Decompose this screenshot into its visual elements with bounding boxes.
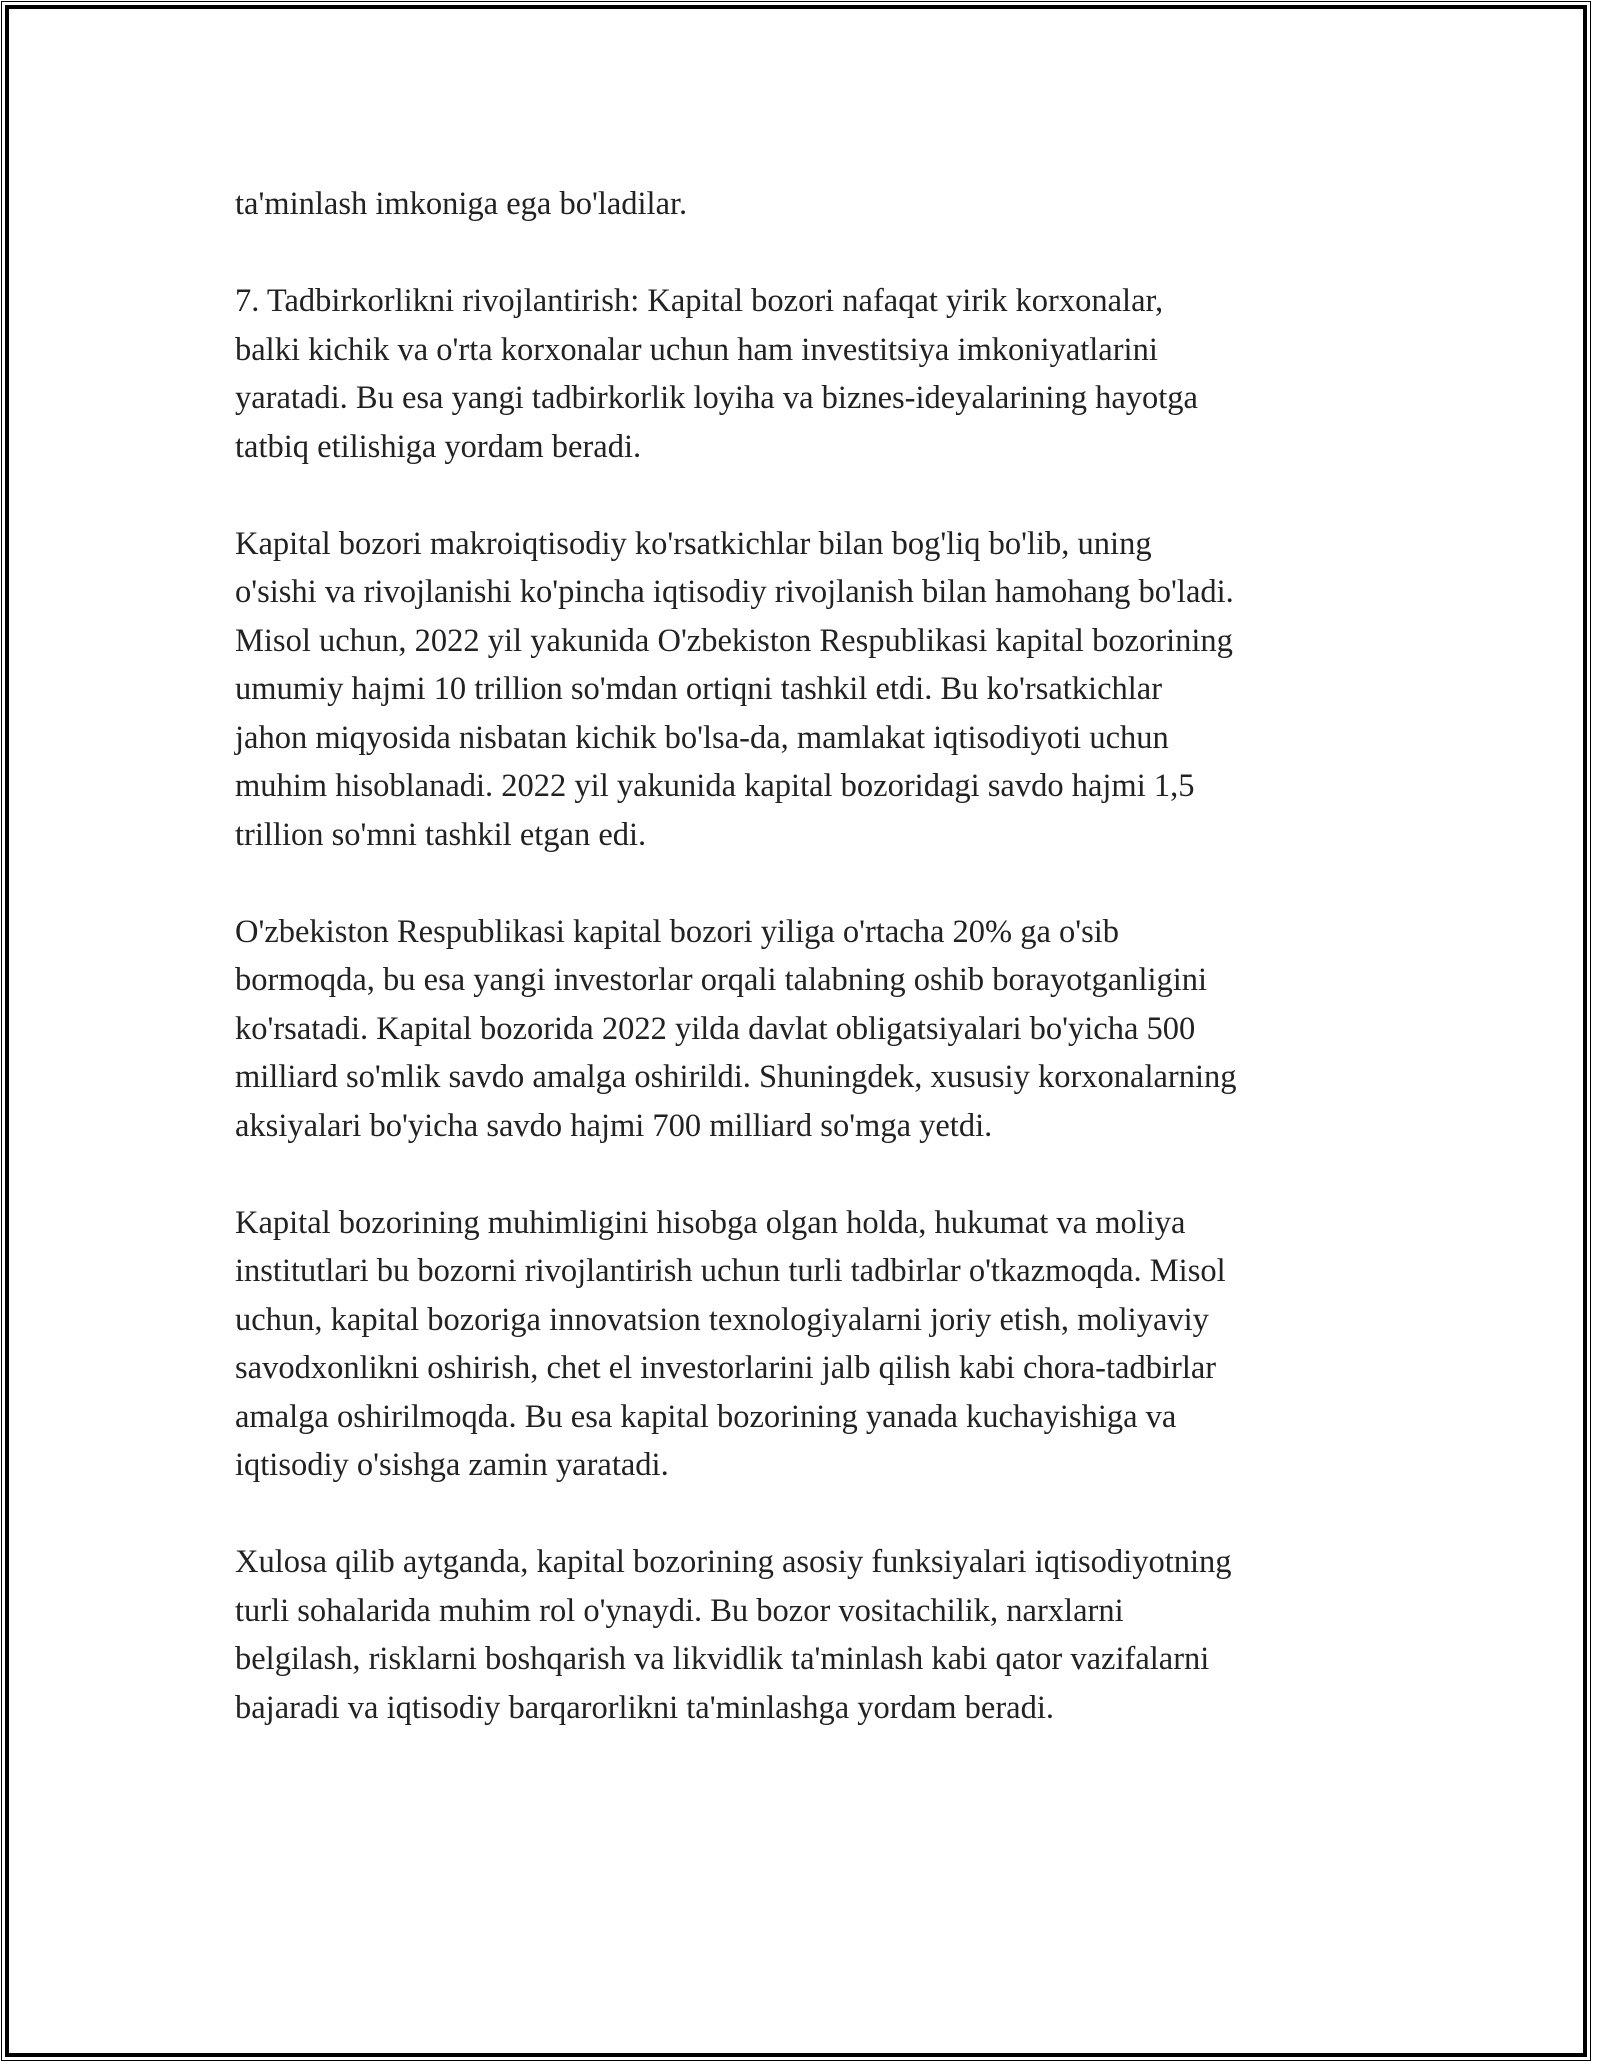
document-body: [235, 180, 1375, 1781]
text-line: Misol uchun, 2022 yil yakunida O'zbekiston Respublikasi kapital bozorining: [235, 622, 1233, 659]
text-line: bajaradi va iqtisodiy barqarorlikni ta'minlashga yordam beradi.: [235, 1689, 1055, 1726]
text-line: bormoqda, bu esa yangi investorlar orqali talabning oshib borayotganligini: [235, 962, 1208, 998]
paragraph: [235, 277, 1375, 471]
text-line: ta'minlash imkoniga ega bo'ladilar.: [235, 186, 688, 222]
text-line: tatbiq etilishiga yordam beradi.: [235, 428, 642, 465]
text-line: ko'rsatadi. Kapital bozorida 2022 yilda davlat obligatsiyalari bo'yicha 500: [235, 1010, 1196, 1047]
text-line: balki kichik va o'rta korxonalar uchun ham investitsiya imkoniyatlarini: [235, 331, 1158, 368]
text-line: trillion so'mni tashkil etgan edi.: [235, 816, 647, 853]
paragraph: [235, 180, 1375, 229]
text-line: savodxonlikni oshirish, chet el investorlarini jalb qilish kabi chora-tadbirlar: [235, 1350, 1217, 1386]
text-line: uchun, kapital bozoriga innovatsion texnologiyalarni joriy etish, moliyaviy: [235, 1301, 1209, 1338]
text-line: 7. Tadbirkorlikni rivojlantirish: Kapital bozori nafaqat yirik korxonalar,: [235, 283, 1164, 319]
text-line: muhim hisoblanadi. 2022 yil yakunida kapital bozoridagi savdo hajmi 1,5: [235, 768, 1195, 804]
text-line: yaratadi. Bu esa yangi tadbirkorlik loyiha va biznes-ideyalarining hayotga: [235, 380, 1198, 416]
text-line: amalga oshirilmoqda. Bu esa kapital bozorining yanada kuchayishiga va: [235, 1398, 1177, 1435]
text-line: Xulosa qilib aytganda, kapital bozorining asosiy funksiyalari iqtisodiyotning: [235, 1544, 1232, 1580]
text-line: O'zbekiston Respublikasi kapital bozori yiliga o'rtacha 20% ga o'sib: [235, 913, 1120, 950]
paragraph: [235, 1199, 1375, 1490]
text-line: Kapital bozorining muhimligini hisobga olgan holda, hukumat va moliya: [235, 1204, 1186, 1241]
text-line: iqtisodiy o'sishga zamin yaratadi.: [235, 1447, 669, 1483]
text-line: jahon miqyosida nisbatan kichik bo'lsa-da, mamlakat iqtisodiyoti uchun: [235, 719, 1169, 756]
text-line: umumiy hajmi 10 trillion so'mdan ortiqni tashkil etdi. Bu ko'rsatkichlar: [235, 671, 1163, 707]
paragraph: [235, 908, 1375, 1151]
paragraph: [235, 520, 1375, 860]
text-line: Kapital bozori makroiqtisodiy ko'rsatkichlar bilan bog'liq bo'lib, uning: [235, 525, 1152, 562]
text-line: milliard so'mlik savdo amalga oshirildi. Shuningdek, xususiy korxonalarning: [235, 1059, 1237, 1095]
text-line: institutlari bu bozorni rivojlantirish uchun turli tadbirlar o'tkazmoqda. Misol: [235, 1253, 1226, 1289]
text-line: aksiyalari bo'yicha savdo hajmi 700 milliard so'mga yetdi.: [235, 1107, 993, 1144]
text-line: o'sishi va rivojlanishi ko'pincha iqtisodiy rivojlanish bilan hamohang bo'ladi.: [235, 574, 1234, 610]
text-line: belgilash, risklarni boshqarish va likvidlik ta'minlash kabi qator vazifalarni: [235, 1641, 1210, 1677]
text-line: turli sohalarida muhim rol o'ynaydi. Bu bozor vositachilik, narxlarni: [235, 1592, 1124, 1629]
paragraph: [235, 1538, 1375, 1732]
